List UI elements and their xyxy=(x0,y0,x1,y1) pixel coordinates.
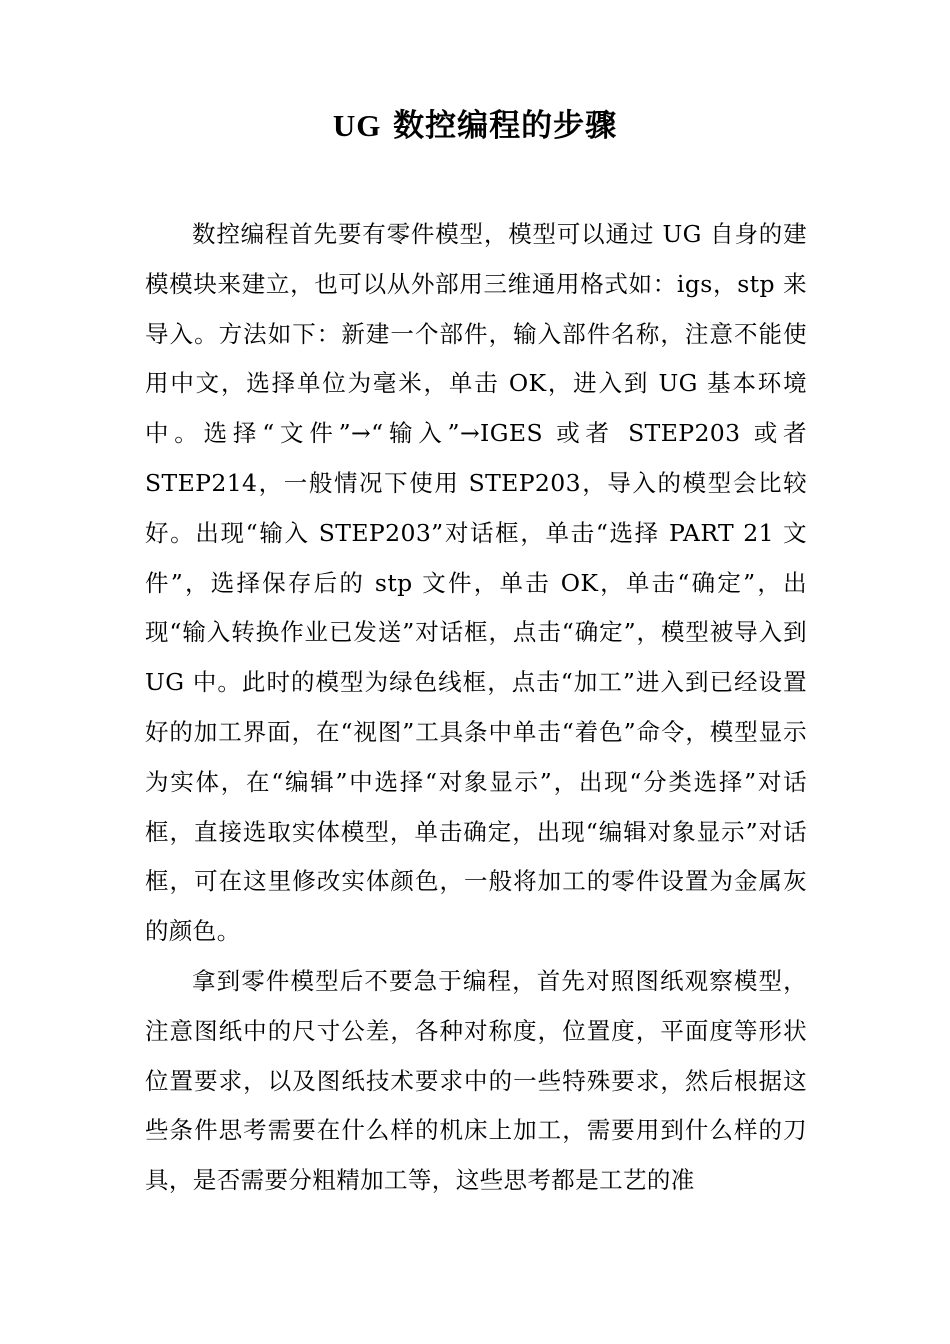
document-title-text: 数控编程的步骤 xyxy=(381,108,618,144)
paragraph-import-model: 数控编程首先要有零件模型，模型可以通过 UG 自身的建模模块来建立，也可以从外部用三维通用格式如：igs，stp 来导入。方法如下：新建一个部件，输入部件名称，注意不能使用中文，选择单位为毫米，单击 OK，进入到 UG 基本环境中。选择“文件”→“输入”→IGES 或者 STEP203 或者 STEP214，一般情况下使用 STEP203，导入的模型会比较好。出现“输入 STEP203”对话框，单击“选择 PART 21 文件”，选择保存后的 stp 文件，单击 OK，单击“确定”，出现“输入转换作业已发送”对话框，点击“确定”，模型被导入到 UG 中。此时的模型为绿色线框，点击“加工”进入到已经设置好的加工界面，在“视图”工具条中单击“着色”命令，模型显示为实体，在“编辑”中选择“对象显示”，出现“分类选择”对话框，直接选取实体模型，单击确定，出现“编辑对象显示”对话框，可在这里修改实体颜色，一般将加工的零件设置为金属灰的颜色。 xyxy=(145,220,807,946)
document-title xyxy=(0,98,950,154)
document-title-latin: UG xyxy=(332,108,382,143)
document-body xyxy=(145,210,807,1206)
paragraph-analyze-drawing: 拿到零件模型后不要急于编程，首先对照图纸观察模型，注意图纸中的尺寸公差，各种对称度，位置度，平面度等形状位置要求，以及图纸技术要求中的一些特殊要求，然后根据这些条件思考需要在什么样的机床上加工，需要用到什么样的刀具，是否需要分粗精加工等，这些思考都是工艺的准 xyxy=(145,966,807,1195)
